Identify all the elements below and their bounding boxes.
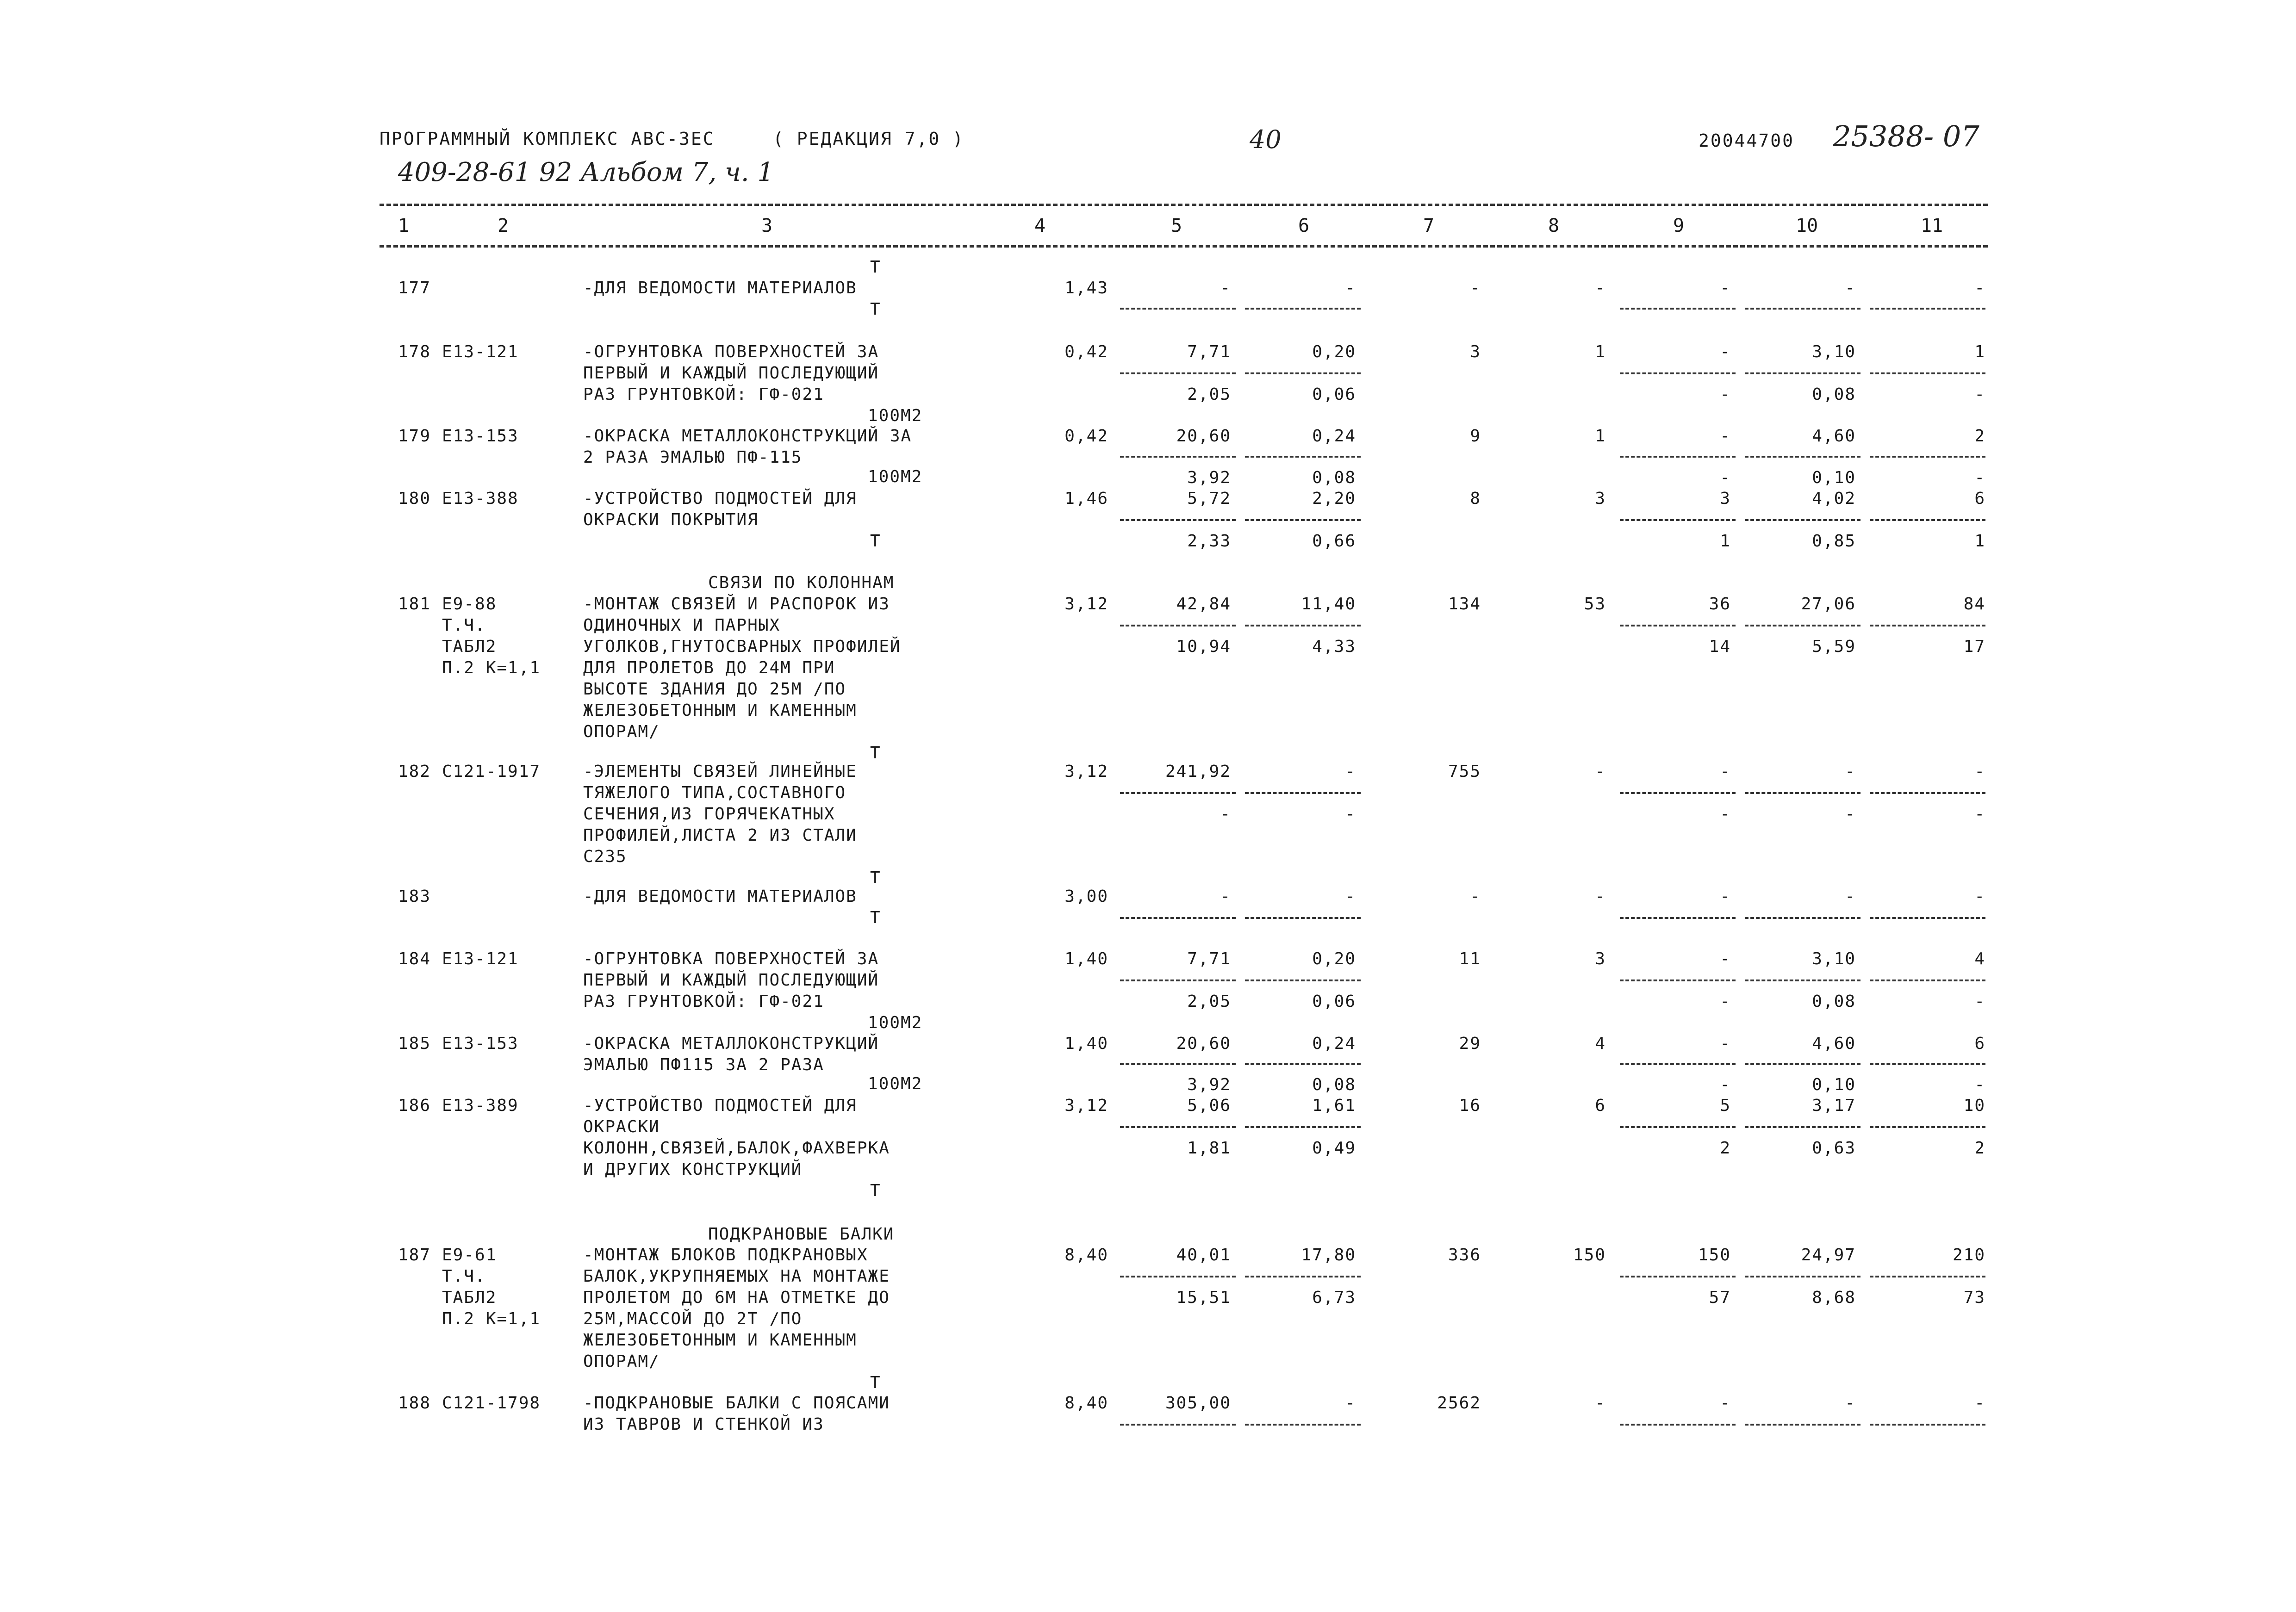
cell-col9: 36 xyxy=(1709,595,1731,614)
cell-col7: 16 xyxy=(1459,1096,1481,1115)
row-number: 181 xyxy=(398,595,431,614)
cell-col10-sub: 0,63 xyxy=(1812,1139,1856,1158)
cell-col5: 5,72 xyxy=(1187,489,1231,508)
cell-col6-sub: - xyxy=(1345,805,1356,824)
cell-col5: - xyxy=(1220,887,1231,906)
report-code: 20044700 xyxy=(1699,130,1795,151)
separator xyxy=(1120,917,1236,919)
cell-col6: 0,24 xyxy=(1312,1034,1356,1053)
cell-col11: 210 xyxy=(1952,1246,1985,1265)
separator xyxy=(1245,1063,1361,1065)
norm-code: С121-1917 xyxy=(442,762,541,781)
separator xyxy=(1745,1276,1860,1277)
cell-col5-sub: 15,51 xyxy=(1176,1288,1231,1307)
work-description: -УСТРОЙСТВО ПОДМОСТЕЙ ДЛЯ ОКРАСКИ КОЛОНН,СВЯЗЕЙ,БАЛОК,ФАХВЕРКА И ДРУГИХ КОНСТРУКЦИЙ xyxy=(583,1096,890,1179)
separator xyxy=(1870,1126,1985,1128)
separator xyxy=(1120,1276,1236,1277)
cell-col4: 1,40 xyxy=(1064,1034,1108,1053)
norm-code: Е9-88 Т.Ч. ТАБЛ2 П.2 К=1,1 xyxy=(442,595,541,677)
cell-col10: 24,97 xyxy=(1801,1246,1856,1265)
separator xyxy=(1245,1424,1361,1426)
separator xyxy=(1870,372,1985,374)
cell-col6: - xyxy=(1345,279,1356,298)
cell-col11: 1 xyxy=(1974,342,1985,361)
t-marker: T xyxy=(870,258,880,277)
column-header-1: 1 xyxy=(398,215,410,236)
work-description: -МОНТАЖ БЛОКОВ ПОДКРАНОВЫХ БАЛОК,УКРУПНЯЕМЫХ НА МОНТАЖЕ ПРОЛЕТОМ ДО 6М НА ОТМЕТКЕ ДО 25М,МАССОЙ ДО 2Т /ПО ЖЕЛЕЗОБЕТОННЫМ И КАМЕННЫМ ОПОРАМ/ xyxy=(583,1246,890,1371)
cell-col7: 11 xyxy=(1459,949,1481,968)
cell-col9: 5 xyxy=(1720,1096,1731,1115)
cell-col11-sub: - xyxy=(1974,1075,1985,1094)
work-description: -ОГРУНТОВКА ПОВЕРХНОСТЕЙ ЗА ПЕРВЫЙ И КАЖДЫЙ ПОСЛЕДУЮЩИЙ РАЗ ГРУНТОВКОЙ: ГФ-021 xyxy=(583,342,879,404)
separator xyxy=(1245,980,1361,981)
cell-col7: - xyxy=(1470,279,1481,298)
cell-col10: 4,02 xyxy=(1812,489,1856,508)
separator xyxy=(1870,1063,1985,1065)
cell-col10-sub: 0,08 xyxy=(1812,385,1856,404)
cell-col4: 1,43 xyxy=(1064,279,1108,298)
cell-col7: 8 xyxy=(1470,489,1481,508)
table-header-rule xyxy=(380,245,1988,248)
cell-col4: 3,12 xyxy=(1064,762,1108,781)
separator xyxy=(1620,372,1736,374)
cell-col5-sub: - xyxy=(1220,805,1231,824)
cell-col8: 3 xyxy=(1595,949,1606,968)
cell-col10: 3,17 xyxy=(1812,1096,1856,1115)
separator xyxy=(1870,980,1985,981)
cell-col6: 0,24 xyxy=(1312,427,1356,446)
t-marker: T xyxy=(870,300,880,319)
cell-col5-sub: 10,94 xyxy=(1176,637,1231,656)
cell-col10-sub: 0,85 xyxy=(1812,532,1856,551)
norm-code: Е13-388 xyxy=(442,489,519,508)
cell-col5-sub: 1,81 xyxy=(1187,1139,1231,1158)
cell-col10-sub: 0,10 xyxy=(1812,468,1856,487)
separator xyxy=(1245,1126,1361,1128)
work-description: -ОГРУНТОВКА ПОВЕРХНОСТЕЙ ЗА ПЕРВЫЙ И КАЖДЫЙ ПОСЛЕДУЮЩИЙ РАЗ ГРУНТОВКОЙ: ГФ-021 xyxy=(583,949,879,1011)
cell-col5: 20,60 xyxy=(1176,427,1231,446)
norm-code: Е13-121 xyxy=(442,949,519,968)
cell-col10-sub: 8,68 xyxy=(1812,1288,1856,1307)
cell-col8: 53 xyxy=(1584,595,1606,614)
cell-col9-sub: 2 xyxy=(1720,1139,1731,1158)
cell-col9: - xyxy=(1720,1034,1731,1053)
cell-col6: 0,20 xyxy=(1312,342,1356,361)
t-marker: T xyxy=(870,1373,880,1392)
cell-col7: 3 xyxy=(1470,342,1481,361)
unit-label: 100М2 xyxy=(868,406,923,425)
row-number: 188 xyxy=(398,1394,431,1413)
cell-col5: - xyxy=(1220,279,1231,298)
cell-col5: 7,71 xyxy=(1187,949,1231,968)
cell-col6: 0,20 xyxy=(1312,949,1356,968)
cell-col9: - xyxy=(1720,762,1731,781)
separator xyxy=(1120,308,1236,310)
cell-col4: 0,42 xyxy=(1064,427,1108,446)
cell-col10: 4,60 xyxy=(1812,427,1856,446)
cell-col9: - xyxy=(1720,1394,1731,1413)
row-number: 187 xyxy=(398,1246,431,1265)
norm-code: Е13-121 xyxy=(442,342,519,361)
column-header-10: 10 xyxy=(1796,215,1818,236)
cell-col4: 3,12 xyxy=(1064,595,1108,614)
row-number: 185 xyxy=(398,1034,431,1053)
cell-col6-sub: 6,73 xyxy=(1312,1288,1356,1307)
separator xyxy=(1745,792,1860,794)
cell-col10: - xyxy=(1845,762,1856,781)
cell-col5-sub: 2,05 xyxy=(1187,992,1231,1011)
cell-col11: 6 xyxy=(1974,489,1985,508)
cell-col7: 134 xyxy=(1448,595,1481,614)
cell-col11: 6 xyxy=(1974,1034,1985,1053)
column-header-3: 3 xyxy=(761,215,773,236)
separator xyxy=(1245,456,1361,458)
cell-col11-sub: 17 xyxy=(1963,637,1985,656)
separator xyxy=(1120,456,1236,458)
cell-col11-sub: 73 xyxy=(1963,1288,1985,1307)
column-header-5: 5 xyxy=(1171,215,1182,236)
cell-col7: 755 xyxy=(1448,762,1481,781)
row-number: 177 xyxy=(398,279,431,298)
cell-col8: 150 xyxy=(1573,1246,1606,1265)
separator xyxy=(1620,308,1736,310)
norm-code: Е9-61 Т.Ч. ТАБЛ2 П.2 К=1,1 xyxy=(442,1246,541,1328)
cell-col9: - xyxy=(1720,427,1731,446)
cell-col11-sub: - xyxy=(1974,468,1985,487)
unit-label: 100М2 xyxy=(868,1074,923,1093)
cell-col11: - xyxy=(1974,1394,1985,1413)
cell-col5-sub: 3,92 xyxy=(1187,1075,1231,1094)
separator xyxy=(1620,625,1736,626)
separator xyxy=(1245,917,1361,919)
cell-col11: 2 xyxy=(1974,427,1985,446)
separator xyxy=(1870,308,1985,310)
cell-col10: - xyxy=(1845,279,1856,298)
cell-col9: - xyxy=(1720,342,1731,361)
cell-col8: 1 xyxy=(1595,342,1606,361)
cell-col11-sub: 2 xyxy=(1974,1139,1985,1158)
column-header-2: 2 xyxy=(498,215,509,236)
separator xyxy=(1245,1276,1361,1277)
cell-col8: 6 xyxy=(1595,1096,1606,1115)
cell-col6-sub: 4,33 xyxy=(1312,637,1356,656)
cell-col4: 8,40 xyxy=(1064,1394,1108,1413)
cell-col6: 17,80 xyxy=(1301,1246,1356,1265)
column-header-8: 8 xyxy=(1548,215,1560,236)
cell-col11-sub: - xyxy=(1974,805,1985,824)
cell-col8: - xyxy=(1595,1394,1606,1413)
separator xyxy=(1120,372,1236,374)
cell-col8: - xyxy=(1595,887,1606,906)
cell-col5: 5,06 xyxy=(1187,1096,1231,1115)
separator xyxy=(1870,1424,1985,1426)
separator xyxy=(1245,792,1361,794)
work-description: -МОНТАЖ СВЯЗЕЙ И РАСПОРОК ИЗ ОДИНОЧНЫХ И ПАРНЫХ УГОЛКОВ,ГНУТОСВАРНЫХ ПРОФИЛЕЙ ДЛЯ ПРОЛЕТОВ ДО 24М ПРИ ВЫСОТЕ ЗДАНИЯ ДО 25М /ПО ЖЕЛЕЗОБЕТОННЫМ И КАМЕННЫМ ОПОРАМ/ xyxy=(583,595,901,741)
cell-col7: 9 xyxy=(1470,427,1481,446)
separator xyxy=(1120,1063,1236,1065)
row-number: 183 xyxy=(398,887,431,906)
work-description: -ОКРАСКА МЕТАЛЛОКОНСТРУКЦИЙ ЭМАЛЬЮ ПФ115 ЗА 2 РАЗА xyxy=(583,1034,879,1074)
separator xyxy=(1870,1276,1985,1277)
cell-col10: 3,10 xyxy=(1812,949,1856,968)
separator xyxy=(1120,1424,1236,1426)
cell-col4: 8,40 xyxy=(1064,1246,1108,1265)
work-description: -ЭЛЕМЕНТЫ СВЯЗЕЙ ЛИНЕЙНЫЕ ТЯЖЕЛОГО ТИПА,СОСТАВНОГО СЕЧЕНИЯ,ИЗ ГОРЯЧЕКАТНЫХ ПРОФИЛЕЙ,ЛИСТА 2 ИЗ СТАЛИ С235 xyxy=(583,762,857,866)
separator xyxy=(1870,456,1985,458)
norm-code: Е13-153 xyxy=(442,1034,519,1053)
separator xyxy=(1245,372,1361,374)
cell-col11-sub: - xyxy=(1974,992,1985,1011)
cell-col10: 4,60 xyxy=(1812,1034,1856,1053)
cell-col10: 27,06 xyxy=(1801,595,1856,614)
t-marker: T xyxy=(870,1181,880,1200)
separator xyxy=(1120,625,1236,626)
separator xyxy=(1120,792,1236,794)
cell-col4: 3,12 xyxy=(1064,1096,1108,1115)
page-number: 40 xyxy=(1250,125,1282,154)
cell-col10: - xyxy=(1845,1394,1856,1413)
column-header-4: 4 xyxy=(1034,215,1046,236)
album-label: 409-28-61 92 Альбом 7, ч. 1 xyxy=(398,157,774,187)
section-title: ПОДКРАНОВЫЕ БАЛКИ xyxy=(708,1225,895,1244)
cell-col6: 11,40 xyxy=(1301,595,1356,614)
row-number: 178 xyxy=(398,342,431,361)
separator xyxy=(1620,980,1736,981)
separator xyxy=(1620,1276,1736,1277)
cell-col9-sub: 1 xyxy=(1720,532,1731,551)
cell-col10: 3,10 xyxy=(1812,342,1856,361)
cell-col4: 1,46 xyxy=(1064,489,1108,508)
separator xyxy=(1245,625,1361,626)
separator xyxy=(1620,519,1736,521)
cell-col8: 3 xyxy=(1595,489,1606,508)
separator xyxy=(1870,792,1985,794)
separator xyxy=(1745,1063,1860,1065)
cell-col9-sub: - xyxy=(1720,805,1731,824)
cell-col9: - xyxy=(1720,949,1731,968)
cell-col4: 1,40 xyxy=(1064,949,1108,968)
separator xyxy=(1120,1126,1236,1128)
norm-code: Е13-153 xyxy=(442,427,519,446)
t-marker: T xyxy=(870,868,880,887)
cell-col5-sub: 2,33 xyxy=(1187,532,1231,551)
cell-col6: - xyxy=(1345,1394,1356,1413)
separator xyxy=(1120,519,1236,521)
cell-col4: 3,00 xyxy=(1064,887,1108,906)
norm-code: Е13-389 xyxy=(442,1096,519,1115)
separator xyxy=(1620,792,1736,794)
cell-col6-sub: 0,66 xyxy=(1312,532,1356,551)
cell-col6: 1,61 xyxy=(1312,1096,1356,1115)
cell-col7: 336 xyxy=(1448,1246,1481,1265)
cell-col11: 10 xyxy=(1963,1096,1985,1115)
separator xyxy=(1745,917,1860,919)
cell-col11-sub: 1 xyxy=(1974,532,1985,551)
table-top-rule xyxy=(380,204,1988,206)
separator xyxy=(1745,308,1860,310)
t-marker: T xyxy=(870,532,880,551)
separator xyxy=(1745,456,1860,458)
cell-col7: 29 xyxy=(1459,1034,1481,1053)
separator xyxy=(1620,1126,1736,1128)
cell-col6-sub: 0,06 xyxy=(1312,385,1356,404)
edition-label: ( РЕДАКЦИЯ 7,0 ) xyxy=(773,129,965,149)
cell-col6-sub: 0,08 xyxy=(1312,1075,1356,1094)
cell-col9: - xyxy=(1720,279,1731,298)
separator xyxy=(1745,980,1860,981)
separator xyxy=(1870,917,1985,919)
row-number: 184 xyxy=(398,949,431,968)
cell-col5-sub: 3,92 xyxy=(1187,468,1231,487)
cell-col6: 2,20 xyxy=(1312,489,1356,508)
cell-col9-sub: - xyxy=(1720,468,1731,487)
cell-col6: - xyxy=(1345,762,1356,781)
separator xyxy=(1745,372,1860,374)
cell-col5: 7,71 xyxy=(1187,342,1231,361)
cell-col8: - xyxy=(1595,762,1606,781)
unit-label: 100М2 xyxy=(868,1013,923,1032)
work-description: -ДЛЯ ВЕДОМОСТИ МАТЕРИАЛОВ xyxy=(583,887,857,906)
cell-col6-sub: 0,06 xyxy=(1312,992,1356,1011)
cell-col6-sub: 0,49 xyxy=(1312,1139,1356,1158)
t-marker: T xyxy=(870,908,880,927)
work-description: -ДЛЯ ВЕДОМОСТИ МАТЕРИАЛОВ xyxy=(583,279,857,298)
separator xyxy=(1245,308,1361,310)
cell-col10-sub: 0,08 xyxy=(1812,992,1856,1011)
separator xyxy=(1620,1063,1736,1065)
cell-col10-sub: - xyxy=(1845,805,1856,824)
cell-col8: 4 xyxy=(1595,1034,1606,1053)
cell-col11: - xyxy=(1974,279,1985,298)
cell-col9-sub: - xyxy=(1720,1075,1731,1094)
cell-col11: - xyxy=(1974,762,1985,781)
unit-label: 100М2 xyxy=(868,467,923,486)
cell-col8: - xyxy=(1595,279,1606,298)
work-description: -УСТРОЙСТВО ПОДМОСТЕЙ ДЛЯ ОКРАСКИ ПОКРЫТИЯ xyxy=(583,489,857,529)
cell-col4: 0,42 xyxy=(1064,342,1108,361)
cell-col11-sub: - xyxy=(1974,385,1985,404)
t-marker: T xyxy=(870,744,880,763)
separator xyxy=(1745,519,1860,521)
cell-col6-sub: 0,08 xyxy=(1312,468,1356,487)
separator xyxy=(1870,625,1985,626)
cell-col9: 3 xyxy=(1720,489,1731,508)
separator xyxy=(1745,1424,1860,1426)
cell-col11: - xyxy=(1974,887,1985,906)
cell-col5: 241,92 xyxy=(1165,762,1231,781)
cell-col6: - xyxy=(1345,887,1356,906)
cell-col9: 150 xyxy=(1698,1246,1731,1265)
column-header-9: 9 xyxy=(1673,215,1685,236)
cell-col9-sub: 14 xyxy=(1709,637,1731,656)
cell-col5: 40,01 xyxy=(1176,1246,1231,1265)
cell-col5: 42,84 xyxy=(1176,595,1231,614)
separator xyxy=(1745,625,1860,626)
separator xyxy=(1870,519,1985,521)
column-header-7: 7 xyxy=(1423,215,1435,236)
cell-col9-sub: - xyxy=(1720,992,1731,1011)
row-number: 182 xyxy=(398,762,431,781)
cell-col10-sub: 5,59 xyxy=(1812,637,1856,656)
cell-col8: 1 xyxy=(1595,427,1606,446)
cell-col5: 305,00 xyxy=(1165,1394,1231,1413)
cell-col9: - xyxy=(1720,887,1731,906)
cell-col5-sub: 2,05 xyxy=(1187,385,1231,404)
cell-col9-sub: - xyxy=(1720,385,1731,404)
row-number: 179 xyxy=(398,427,431,446)
section-title: СВЯЗИ ПО КОЛОННАМ xyxy=(708,573,895,592)
row-number: 180 xyxy=(398,489,431,508)
separator xyxy=(1120,980,1236,981)
cell-col10: - xyxy=(1845,887,1856,906)
column-header-6: 6 xyxy=(1298,215,1310,236)
separator xyxy=(1620,917,1736,919)
work-description: -ПОДКРАНОВЫЕ БАЛКИ С ПОЯСАМИ ИЗ ТАВРОВ И СТЕНКОЙ ИЗ xyxy=(583,1394,890,1434)
document-number: 25388- 07 xyxy=(1833,119,1979,153)
cell-col11: 84 xyxy=(1963,595,1985,614)
separator xyxy=(1620,1424,1736,1426)
separator xyxy=(1245,519,1361,521)
work-description: -ОКРАСКА МЕТАЛЛОКОНСТРУКЦИЙ ЗА 2 РАЗА ЭМАЛЬЮ ПФ-115 xyxy=(583,427,912,467)
separator xyxy=(1745,1126,1860,1128)
row-number: 186 xyxy=(398,1096,431,1115)
cell-col5: 20,60 xyxy=(1176,1034,1231,1053)
cell-col9-sub: 57 xyxy=(1709,1288,1731,1307)
column-header-11: 11 xyxy=(1921,215,1943,236)
separator xyxy=(1620,456,1736,458)
program-title: ПРОГРАММНЫЙ КОМПЛЕКС АВС-3ЕС xyxy=(380,129,715,149)
cell-col7: - xyxy=(1470,887,1481,906)
cell-col11: 4 xyxy=(1974,949,1985,968)
norm-code: С121-1798 xyxy=(442,1394,541,1413)
cell-col10-sub: 0,10 xyxy=(1812,1075,1856,1094)
cell-col7: 2562 xyxy=(1437,1394,1481,1413)
